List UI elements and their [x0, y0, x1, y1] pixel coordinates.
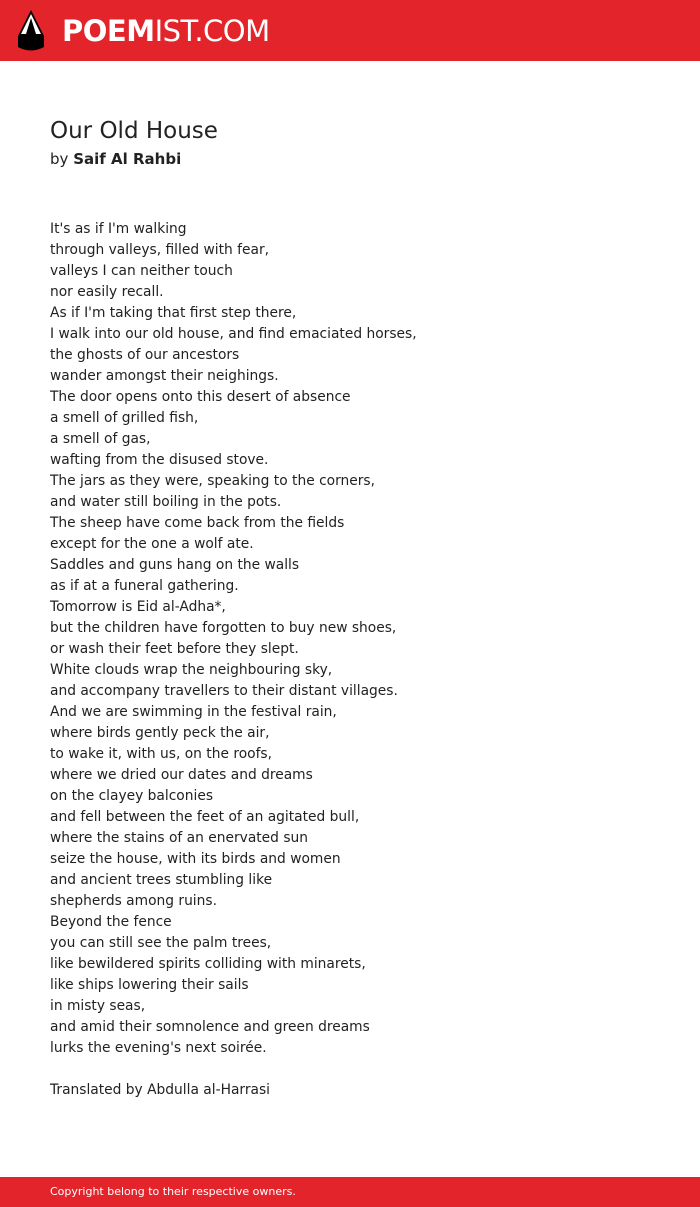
poem-line: Tomorrow is Eid al-Adha*, — [50, 599, 226, 615]
poem-line: lurks the evening's next soirée. — [50, 1040, 267, 1056]
poem-body — [50, 219, 670, 1059]
site-footer — [0, 1177, 700, 1207]
logo-light-text: IST.COM — [154, 14, 270, 48]
poem-line: to wake it, with us, on the roofs, — [50, 746, 273, 762]
poem-line: but the children have forgotten to buy new shoes, — [50, 620, 397, 636]
poem-line: where we dried our dates and dreams — [50, 767, 313, 783]
poem-line: in misty seas, — [50, 998, 146, 1014]
poem-line: Beyond the fence — [50, 914, 172, 930]
poem-title: Our Old House — [50, 118, 218, 144]
poem-line: or wash their feet before they slept. — [50, 641, 299, 657]
site-logo[interactable] — [62, 12, 270, 50]
poem-line: you can still see the palm trees, — [50, 935, 272, 951]
poem-line: where the stains of an enervated sun — [50, 830, 308, 846]
poem-line: The jars as they were, speaking to the corners, — [50, 473, 376, 489]
poem-line: The door opens onto this desert of absence — [50, 389, 351, 405]
poem-line: It's as if I'm walking — [50, 221, 187, 237]
poem-line: Saddles and guns hang on the walls — [50, 557, 300, 573]
poem-line: As if I'm taking that first step there, — [50, 305, 297, 321]
byline — [50, 148, 181, 170]
poem-line: on the clayey balconies — [50, 788, 214, 804]
pencil-icon[interactable] — [18, 10, 44, 51]
poem-line: and accompany travellers to their distant villages. — [50, 683, 398, 699]
poem-line: except for the one a wolf ate. — [50, 536, 254, 552]
poem-line: and fell between the feet of an agitated bull, — [50, 809, 360, 825]
poem-line: shepherds among ruins. — [50, 893, 217, 909]
poem-line: The sheep have come back from the fields — [50, 515, 345, 531]
poem-line: through valleys, filled with fear, — [50, 242, 269, 258]
copyright-text: Copyright belong to their respective owners. — [50, 1185, 296, 1198]
poem-line: I walk into our old house, and find emaciated horses, — [50, 326, 417, 342]
poem-line: where birds gently peck the air, — [50, 725, 270, 741]
site-header — [0, 0, 700, 61]
poem-line: valleys I can neither touch — [50, 263, 233, 279]
poem-line: nor easily recall. — [50, 284, 164, 300]
poem-line: like ships lowering their sails — [50, 977, 249, 993]
poem-line: and ancient trees stumbling like — [50, 872, 273, 888]
poem-line: seize the house, with its birds and women — [50, 851, 341, 867]
poem-line: a smell of grilled fish, — [50, 410, 199, 426]
poem-line: like bewildered spirits colliding with minarets, — [50, 956, 366, 972]
poem-line: And we are swimming in the festival rain, — [50, 704, 337, 720]
poem-line: a smell of gas, — [50, 431, 151, 447]
poem-line: White clouds wrap the neighbouring sky, — [50, 662, 333, 678]
logo-bold-text: POEM — [62, 14, 155, 48]
poem-line: wafting from the disused stove. — [50, 452, 269, 468]
author-name: Saif Al Rahbi — [73, 150, 182, 168]
by-label: by — [50, 150, 69, 168]
poem-line: wander amongst their neighings. — [50, 368, 279, 384]
poem-line: and water still boiling in the pots. — [50, 494, 282, 510]
translation-note: Translated by Abdulla al-Harrasi — [50, 1082, 270, 1098]
poem-line: the ghosts of our ancestors — [50, 347, 240, 363]
poem-line: as if at a funeral gathering. — [50, 578, 239, 594]
poem-line: and amid their somnolence and green dreams — [50, 1019, 370, 1035]
